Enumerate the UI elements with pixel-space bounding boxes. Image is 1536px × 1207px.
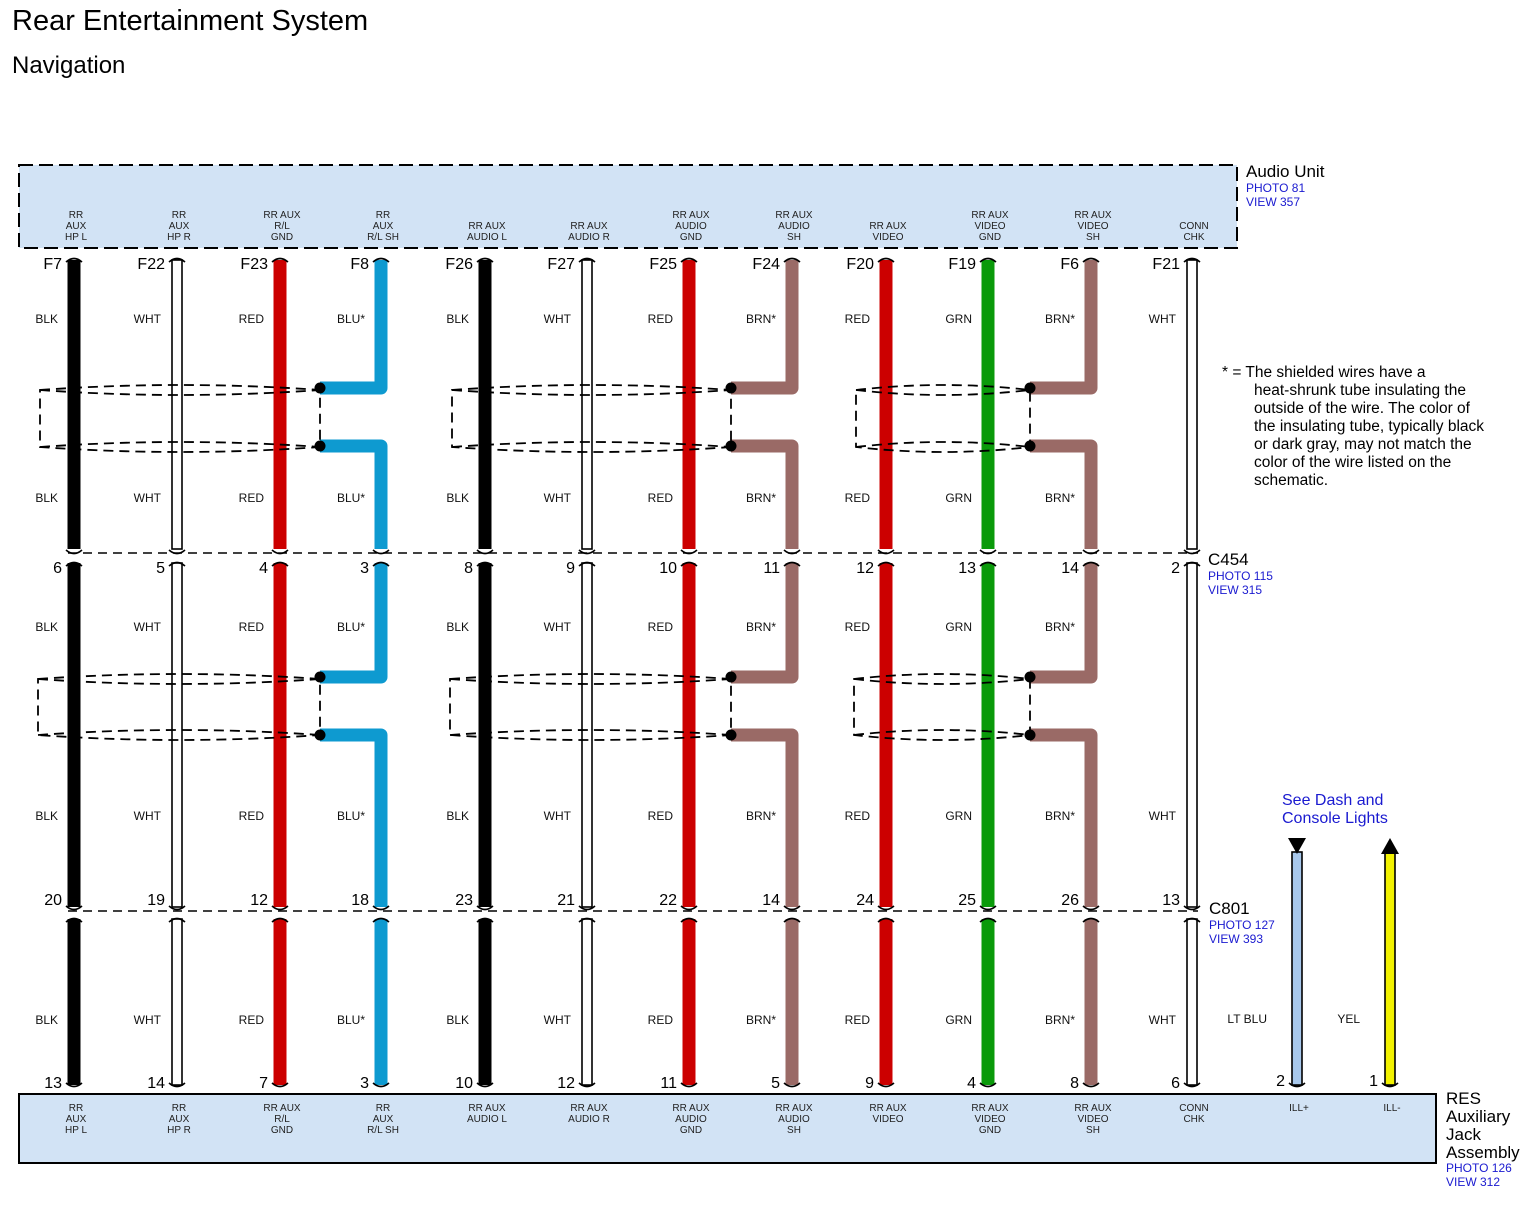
- audio-unit-view-ref[interactable]: VIEW 357: [1246, 195, 1301, 209]
- audio-unit-pin-number: F27: [547, 256, 575, 273]
- dash-lights-link[interactable]: See Dash and: [1282, 792, 1384, 809]
- wire-color-label: BLK: [35, 620, 58, 634]
- wire-color-label: BLK: [446, 1013, 469, 1027]
- wire-red: [880, 919, 893, 1085]
- res-pin-number: 8: [1070, 1075, 1079, 1092]
- wire-red: [274, 563, 287, 907]
- res-pin-number: 7: [259, 1075, 268, 1092]
- res-pin-label: VIDEO: [974, 1114, 1006, 1125]
- c454-pin-number: 10: [659, 560, 677, 577]
- audio-unit-pin-label: CONN: [1179, 221, 1209, 232]
- c454-pin-number: 2: [1171, 560, 1180, 577]
- c454-view-ref[interactable]: VIEW 315: [1208, 583, 1263, 597]
- wire-color-label: RED: [844, 809, 870, 823]
- audio-unit-pin-number: F21: [1152, 256, 1180, 273]
- audio-unit-pin-label: GND: [270, 232, 294, 243]
- res-pin-label: AUDIO R: [568, 1114, 610, 1125]
- wire-color-label: BLK: [35, 491, 58, 505]
- res-pin-label: RR AUX: [775, 1103, 813, 1114]
- res-pin-label: RR AUX: [869, 1103, 907, 1114]
- wire-grn: [982, 260, 995, 549]
- audio-unit-name: Audio Unit: [1246, 162, 1325, 181]
- audio-unit-pin-label: RR: [68, 210, 84, 221]
- res-pin-label: AUX: [372, 1114, 394, 1125]
- arrow-up-icon: [1381, 838, 1399, 854]
- res-pin-label: SH: [787, 1125, 801, 1136]
- audio-unit-pin-number: F20: [846, 256, 874, 273]
- c801-pin-number: 19: [147, 892, 165, 909]
- res-jack-name-line-4: Assembly: [1446, 1143, 1520, 1162]
- wire-color-label: GRN: [945, 620, 972, 634]
- note-line: heat-shrunk tube insulating the: [1254, 382, 1466, 399]
- c801-pin-number: 26: [1061, 892, 1079, 909]
- c801-pin-number: 14: [762, 892, 780, 909]
- c454-pin-number: 6: [53, 560, 62, 577]
- wire-color-label: WHT: [1148, 809, 1176, 823]
- res-pin-label: RR: [171, 1103, 187, 1114]
- wire-color-label: RED: [844, 1013, 870, 1027]
- wire-color-label: WHT: [543, 312, 571, 326]
- dash-lights-link[interactable]: Console Lights: [1282, 810, 1388, 827]
- res-pin-label: AUDIO: [778, 1114, 810, 1125]
- c801-pin-number: 12: [250, 892, 268, 909]
- c801-pin-number: 21: [557, 892, 575, 909]
- wire-color-label: WHT: [543, 491, 571, 505]
- wire-wht: [582, 919, 592, 1085]
- wire-color-label: WHT: [543, 809, 571, 823]
- audio-unit-pin-label: RR AUX: [971, 210, 1009, 221]
- wire-color-label: WHT: [133, 809, 161, 823]
- arrow-down-icon: [1288, 838, 1306, 854]
- res-pin-number: 10: [455, 1075, 473, 1092]
- res-pin-number: 4: [967, 1075, 976, 1092]
- wire-blk: [479, 260, 492, 549]
- page-title: Rear Entertainment System: [12, 5, 369, 37]
- wire-wht: [582, 563, 592, 907]
- audio-unit-pin-label: AUX: [65, 221, 87, 232]
- wire-color-label: BLK: [446, 312, 469, 326]
- res-pin-label: RR AUX: [672, 1103, 710, 1114]
- res-jack-view-ref[interactable]: VIEW 312: [1446, 1175, 1501, 1189]
- wire-wht: [172, 260, 182, 549]
- res-pin-label: RR: [375, 1103, 391, 1114]
- wire-wht: [1187, 260, 1197, 549]
- res-pin-label: VIDEO: [872, 1114, 904, 1125]
- res-pin-label: HP L: [64, 1125, 88, 1136]
- wire-color-label: BLK: [446, 620, 469, 634]
- wire-color-label: GRN: [945, 312, 972, 326]
- wire-color-label: BRN*: [1044, 1013, 1075, 1027]
- wire-blk: [68, 563, 81, 907]
- wire-terminal: [784, 550, 800, 554]
- res-pin-label: AUDIO L: [466, 1114, 508, 1125]
- res-jack-connector: [19, 1094, 1436, 1163]
- res-pin-label: HP R: [167, 1125, 191, 1136]
- res-pin-label: AUX: [65, 1114, 87, 1125]
- audio-unit-pin-label: AUDIO: [778, 221, 810, 232]
- wire-color-label: BRN*: [1044, 491, 1075, 505]
- wire-color-label: BLU*: [336, 809, 365, 823]
- wire-color-label: WHT: [543, 620, 571, 634]
- res-pin-label: SH: [1086, 1125, 1100, 1136]
- res-pin-label: GND: [978, 1125, 1002, 1136]
- audio-unit-pin-label: GND: [679, 232, 703, 243]
- wire-color-label: RED: [238, 620, 264, 634]
- audio-unit-pin-label: VIDEO: [1077, 221, 1109, 232]
- wire-color-label: RED: [647, 1013, 673, 1027]
- wire-color-label: RED: [647, 620, 673, 634]
- c454-photo-ref[interactable]: PHOTO 115: [1208, 569, 1273, 583]
- c801-name: C801: [1209, 899, 1250, 918]
- wire-color-label: GRN: [945, 809, 972, 823]
- audio-unit-pin-label: RR AUX: [869, 221, 907, 232]
- wire-wht: [172, 919, 182, 1085]
- wire-color-label: GRN: [945, 491, 972, 505]
- wire-color-label: RED: [844, 312, 870, 326]
- wire-color-label: BLK: [446, 491, 469, 505]
- audio-unit-pin-number: F24: [752, 256, 780, 273]
- wire-color-label: BRN*: [745, 312, 776, 326]
- wire-color-label: BLK: [446, 809, 469, 823]
- res-pin-number: 2: [1276, 1073, 1285, 1090]
- wire-color-label: BLK: [35, 1013, 58, 1027]
- c801-pin-number: 13: [1162, 892, 1180, 909]
- note-line: * = The shielded wires have a: [1222, 364, 1426, 381]
- wire-color-label: WHT: [1148, 1013, 1176, 1027]
- audio-unit-pin-number: F25: [649, 256, 677, 273]
- c454-pin-number: 9: [566, 560, 575, 577]
- res-jack-name-line-1: RES: [1446, 1089, 1481, 1108]
- wire-blk: [479, 919, 492, 1085]
- res-pin-number: 14: [147, 1075, 165, 1092]
- audio-unit-pin-label: AUDIO R: [568, 232, 610, 243]
- wire-color-label: BRN*: [745, 491, 776, 505]
- audio-unit-pin-label: R/L: [274, 221, 290, 232]
- res-pin-number: 1: [1369, 1073, 1378, 1090]
- note-line: schematic.: [1254, 472, 1329, 489]
- wire-color-label: RED: [238, 809, 264, 823]
- wire-red: [683, 919, 696, 1085]
- res-jack-photo-ref[interactable]: PHOTO 126: [1446, 1161, 1512, 1175]
- wire-color-label: BLU*: [336, 491, 365, 505]
- wire-color-label: BLK: [35, 312, 58, 326]
- audio-unit-pin-label: AUDIO: [675, 221, 707, 232]
- audio-unit-pin-label: RR: [171, 210, 187, 221]
- c801-pin-number: 25: [958, 892, 976, 909]
- wire-terminal: [169, 550, 185, 554]
- wire-color-label: BRN*: [745, 620, 776, 634]
- wire-color-label: BLU*: [336, 620, 365, 634]
- wire-color-label: GRN: [945, 1013, 972, 1027]
- c801-view-ref[interactable]: VIEW 393: [1209, 932, 1264, 946]
- audio-unit-pin-number: F7: [43, 256, 62, 273]
- audio-unit-pin-label: RR AUX: [775, 210, 813, 221]
- audio-unit-pin-label: HP L: [64, 232, 88, 243]
- wire-color-label: BLU*: [336, 1013, 365, 1027]
- wire-color-label: WHT: [133, 620, 161, 634]
- note-line: the insulating tube, typically black: [1254, 418, 1485, 435]
- c454-pin-number: 14: [1061, 560, 1079, 577]
- wire-color-label: WHT: [133, 491, 161, 505]
- wires-layer: [66, 259, 1399, 1087]
- audio-unit-photo-ref[interactable]: PHOTO 81: [1246, 181, 1306, 195]
- audio-unit-pin-number: F23: [240, 256, 268, 273]
- audio-unit-pin-label: SH: [1086, 232, 1100, 243]
- wire-color-label: WHT: [133, 312, 161, 326]
- res-pin-label: AUDIO: [675, 1114, 707, 1125]
- wire-color-label: LT BLU: [1227, 1012, 1267, 1026]
- shield-splice-dot: [726, 672, 737, 683]
- res-pin-number: 9: [865, 1075, 874, 1092]
- res-jack-name-line-3: Jack: [1446, 1125, 1481, 1144]
- audio-unit-pin-label: AUX: [168, 221, 190, 232]
- res-pin-label: RR: [68, 1103, 84, 1114]
- wire-lt-blu: [1292, 852, 1302, 1085]
- audio-unit-pin-label: RR AUX: [468, 221, 506, 232]
- wire-wht: [1187, 919, 1197, 1085]
- wire-color-label: RED: [844, 491, 870, 505]
- res-pin-number: 11: [660, 1075, 677, 1092]
- audio-unit-pin-label: AUX: [372, 221, 394, 232]
- wire-color-label: BRN*: [1044, 620, 1075, 634]
- wire-color-label: BLK: [35, 809, 58, 823]
- wire-wht: [172, 563, 182, 907]
- wire-color-label: BRN*: [1044, 809, 1075, 823]
- wire-yel: [1385, 852, 1395, 1085]
- wire-color-label: BRN*: [1044, 312, 1075, 326]
- res-pin-label: RR AUX: [971, 1103, 1009, 1114]
- res-pin-label: GND: [679, 1125, 703, 1136]
- c454-pin-number: 5: [156, 560, 165, 577]
- audio-unit-pin-label: CHK: [1183, 232, 1205, 243]
- wire-red: [274, 919, 287, 1085]
- res-pin-label: R/L: [274, 1114, 290, 1125]
- c454-pin-number: 8: [464, 560, 473, 577]
- res-pin-label: ILL-: [1383, 1103, 1401, 1114]
- wire-red: [683, 260, 696, 549]
- wire-color-label: RED: [238, 491, 264, 505]
- c454-pin-number: 4: [259, 560, 268, 577]
- wire-color-label: WHT: [543, 1013, 571, 1027]
- res-jack-name-line-2: Auxiliary: [1446, 1107, 1511, 1126]
- wire-color-label: RED: [238, 1013, 264, 1027]
- wire-red: [880, 563, 893, 907]
- wire-grn: [982, 919, 995, 1085]
- audio-unit-pin-label: VIDEO: [872, 232, 904, 243]
- wire-color-label: WHT: [1148, 312, 1176, 326]
- res-pin-label: VIDEO: [1077, 1114, 1109, 1125]
- audio-unit-pin-label: RR: [375, 210, 391, 221]
- wire-blk: [68, 919, 81, 1085]
- res-pin-label: RR AUX: [1074, 1103, 1112, 1114]
- c801-pin-number: 22: [659, 892, 677, 909]
- res-pin-number: 6: [1171, 1075, 1180, 1092]
- res-pin-number: 5: [771, 1075, 780, 1092]
- audio-unit-pin-label: R/L SH: [367, 232, 399, 243]
- audio-unit-pin-number: F6: [1060, 256, 1079, 273]
- audio-unit-pin-label: SH: [787, 232, 801, 243]
- audio-unit-pin-label: AUDIO L: [466, 232, 508, 243]
- c801-pin-number: 18: [351, 892, 369, 909]
- c454-pin-number: 13: [958, 560, 976, 577]
- shield-note: [1222, 364, 1484, 489]
- wire-wht: [582, 260, 592, 549]
- note-line: color of the wire listed on the: [1254, 454, 1452, 471]
- c801-photo-ref[interactable]: PHOTO 127: [1209, 918, 1275, 932]
- audio-unit-pin-number: F19: [948, 256, 976, 273]
- res-pin-label: CHK: [1183, 1114, 1205, 1125]
- wire-blk: [68, 260, 81, 549]
- audio-unit-pin-number: F26: [445, 256, 473, 273]
- res-pin-number: 12: [557, 1075, 575, 1092]
- res-pin-number: 13: [44, 1075, 62, 1092]
- res-pin-label: AUX: [168, 1114, 190, 1125]
- audio-unit-pin-label: RR AUX: [570, 221, 608, 232]
- wire-red: [683, 563, 696, 907]
- res-pin-number: 3: [360, 1075, 369, 1092]
- wire-color-label: RED: [844, 620, 870, 634]
- wire-color-label: RED: [647, 312, 673, 326]
- res-pin-label: CONN: [1179, 1103, 1209, 1114]
- wire-blk: [479, 563, 492, 907]
- res-pin-label: ILL+: [1289, 1103, 1309, 1114]
- res-pin-label: RR AUX: [263, 1103, 301, 1114]
- res-pin-label: RR AUX: [570, 1103, 608, 1114]
- wire-color-label: RED: [647, 491, 673, 505]
- c801-pin-number: 24: [856, 892, 874, 909]
- wire-color-label: BRN*: [745, 809, 776, 823]
- wire-terminal: [980, 550, 996, 554]
- audio-unit-pin-label: RR AUX: [1074, 210, 1112, 221]
- shield-splice-dot: [315, 383, 326, 394]
- audio-unit-pin-number: F22: [137, 256, 165, 273]
- wire-grn: [982, 563, 995, 907]
- c454-name: C454: [1208, 550, 1249, 569]
- audio-unit-pin-label: VIDEO: [974, 221, 1006, 232]
- wire-color-label: BRN*: [745, 1013, 776, 1027]
- audio-unit-pin-number: F8: [350, 256, 369, 273]
- res-pin-label: GND: [270, 1125, 294, 1136]
- page-subtitle: Navigation: [12, 52, 126, 79]
- res-pin-label: RR AUX: [468, 1103, 506, 1114]
- c801-pin-number: 20: [44, 892, 62, 909]
- audio-unit-pin-label: RR AUX: [263, 210, 301, 221]
- c801-pin-number: 23: [455, 892, 473, 909]
- c454-pin-number: 3: [360, 560, 369, 577]
- c454-pin-number: 12: [856, 560, 874, 577]
- wire-red: [274, 260, 287, 549]
- audio-unit-pin-label: HP R: [167, 232, 191, 243]
- shield-splice-dot: [315, 672, 326, 683]
- res-pin-label: R/L SH: [367, 1125, 399, 1136]
- wire-color-label: WHT: [133, 1013, 161, 1027]
- c454-pin-number: 11: [763, 560, 780, 577]
- audio-unit-pin-label: RR AUX: [672, 210, 710, 221]
- wire-color-label: RED: [238, 312, 264, 326]
- wire-color-label: RED: [647, 809, 673, 823]
- audio-unit-pin-label: GND: [978, 232, 1002, 243]
- wire-color-label: BLU*: [336, 312, 365, 326]
- note-line: outside of the wire. The color of: [1254, 400, 1470, 417]
- audio-unit-connector: [19, 165, 1237, 248]
- wire-wht: [1187, 563, 1197, 907]
- wire-color-label: YEL: [1337, 1012, 1360, 1026]
- wire-red: [880, 260, 893, 549]
- note-line: or dark gray, may not match the: [1254, 436, 1472, 453]
